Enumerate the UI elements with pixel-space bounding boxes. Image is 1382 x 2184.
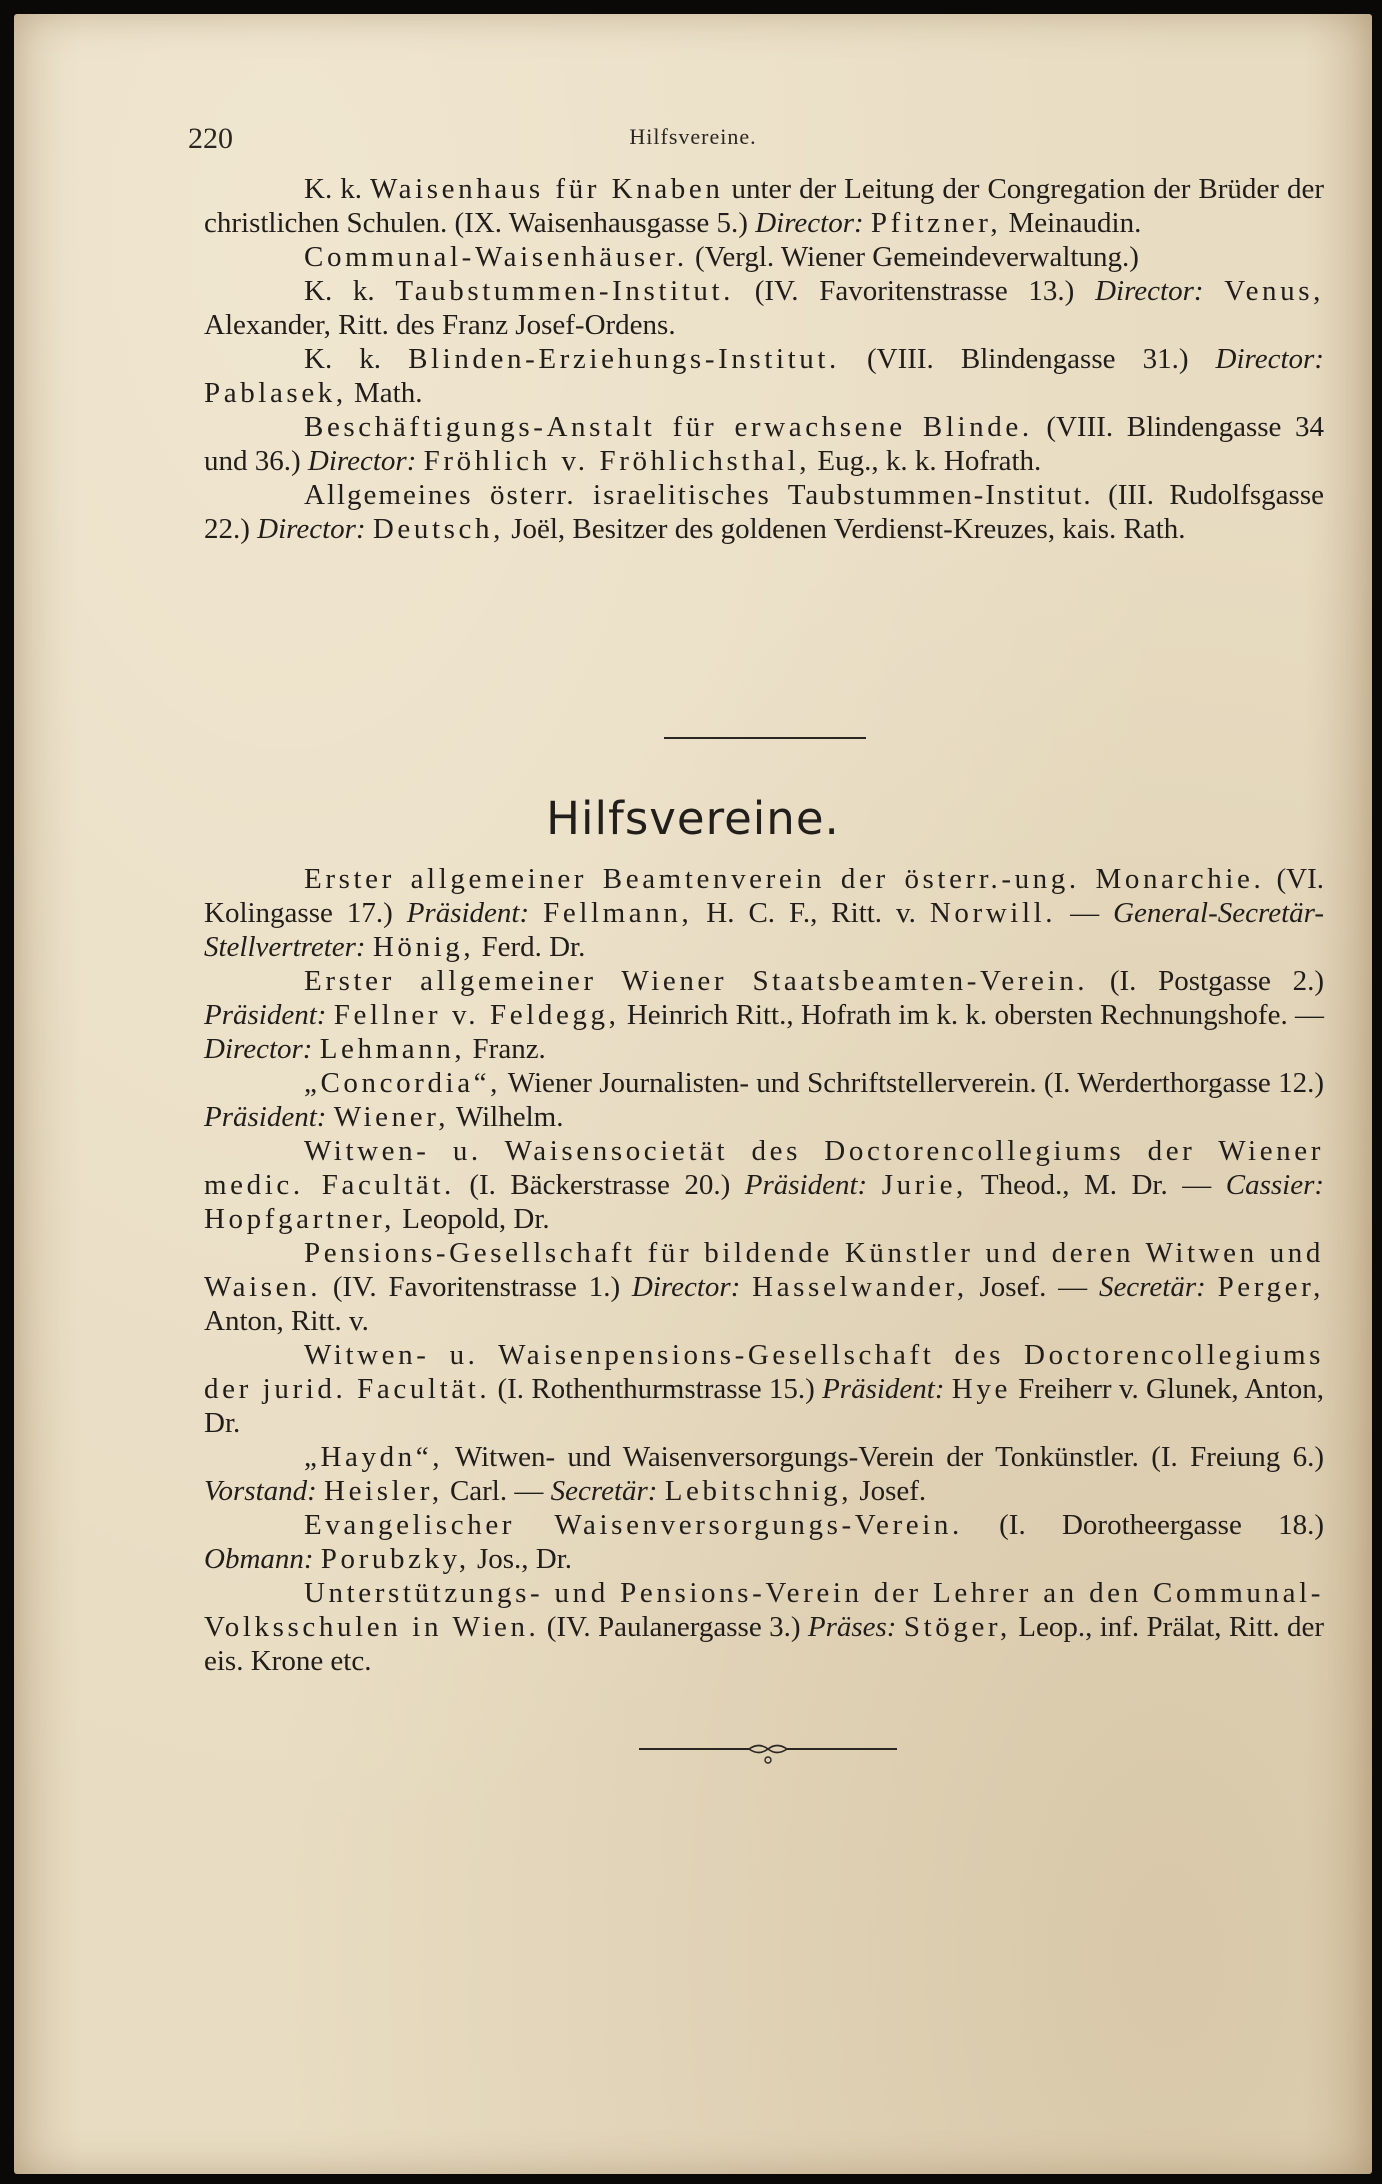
section-title: Hilfsvereine.: [546, 792, 840, 845]
page-number: 220: [188, 122, 233, 155]
entry-evangelischer-waisenversorgungs-verein: Evangelischer Waisenversorgungs-Verein. (I. Dorotheergasse 18.) Obmann: Porubzky, Jos., Dr.: [204, 1509, 1324, 1575]
entry-taubstummen-institut: K. k. Taubstummen-Institut. (IV. Favoritenstrasse 13.) Director: Venus, Alexander, Ritt. des Franz Josef-Ordens.: [204, 275, 1324, 341]
entry-waisensocietaet-medic: Witwen- u. Waisensocietät des Doctorencollegiums der Wiener medic. Facultät. (I. Bäckerstrasse 20.) Präsident: Jurie, Theod., M. Dr. — Cassier: Hopfgartner, Leopold, Dr.: [204, 1135, 1325, 1235]
entry-beschaeftigungs-anstalt: Beschäftigungs-Anstalt für erwachsene Blinde. (VIII. Blindengasse 34 und 36.) Director: Fröhlich v. Fröhlichsthal, Eug., k. k. Hofrath.: [204, 411, 1324, 477]
entry-lehrer-unterstuetzungs-verein: Unterstützungs- und Pensions-Verein der Lehrer an den Communal-Volksschulen in Wien. (IV. Paulanergasse 3.) Präses: Stöger, Leop., inf. Prälat, Ritt. der eis. Krone etc.: [204, 1577, 1324, 1677]
entry-beamtenverein: Erster allgemeiner Beamtenverein der österr.-ung. Monarchie. (VI. Kolingasse 17.) Präsident: Fellmann, H. C. F., Ritt. v. Norwill. — General-Secretär-Stellvertreter: Hönig, Ferd. Dr.: [204, 863, 1324, 963]
entry-staatsbeamten-verein: Erster allgemeiner Wiener Staatsbeamten-Verein. (I. Postgasse 2.) Präsident: Fellner v. Feldegg, Heinrich Ritt., Hofrath im k. k. obersten Rechnungshofe. — Director: Lehmann, Franz.: [204, 965, 1325, 1065]
entry-blinden-erziehungs-institut: K. k. Blinden-Erziehungs-Institut. (VIII. Blindengasse 31.) Director: Pablasek, Math.: [204, 343, 1324, 409]
section-divider: [664, 737, 866, 739]
section-institutes: [204, 172, 1324, 546]
entry-concordia: „Concordia“, Wiener Journalisten- und Schriftstellerverein. (I. Werderthorgasse 12.) Präsident: Wiener, Wilhelm.: [204, 1067, 1324, 1133]
running-title: Hilfsvereine.: [629, 124, 757, 149]
entry-waisenhaus-knaben: K. k. Waisenhaus für Knaben unter der Leitung der Congregation der Brüder der christlichen Schulen. (IX. Waisenhausgasse 5.) Director: Pfitzner, Meinaudin.: [204, 173, 1324, 239]
entry-pensions-gesellschaft-kuenstler: Pensions-Gesellschaft für bildende Künstler und deren Witwen und Waisen. (IV. Favoritenstrasse 1.) Director: Hasselwander, Josef. — Secretär: Perger, Anton, Ritt. v.: [204, 1237, 1325, 1337]
book-page: [14, 14, 1372, 2174]
end-ornament-icon: [639, 1732, 897, 1772]
entry-haydn: „Haydn“, Witwen- und Waisenversorgungs-Verein der Tonkünstler. (I. Freiung 6.) Vorstand: Heisler, Carl. — Secretär: Lebitschnig, Josef.: [204, 1441, 1324, 1507]
entry-communal-waisenhaeuser: Communal-Waisenhäuser. (Vergl. Wiener Gemeindeverwaltung.): [304, 241, 1139, 273]
entry-waisenpensions-jurid: Witwen- u. Waisenpensions-Gesellschaft des Doctorencollegiums der jurid. Facultät. (I. Rothenthurmstrasse 15.) Präsident: Hye Freiherr v. Glunek, Anton, Dr.: [204, 1339, 1324, 1439]
section-hilfsvereine: [204, 862, 1324, 1678]
entry-israelitisches-taubstummen-institut: Allgemeines österr. israelitisches Taubstummen-Institut. (III. Rudolfsgasse 22.) Director: Deutsch, Joël, Besitzer des goldenen Verdienst-Kreuzes, kais. Rath.: [204, 479, 1324, 545]
running-head: [14, 122, 1372, 156]
